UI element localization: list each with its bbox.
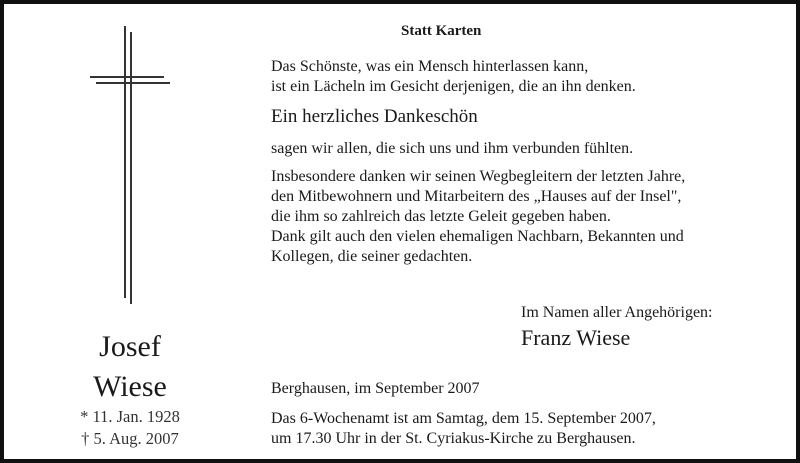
notice-heading: Statt Karten [401,23,482,39]
service-line-1: Das 6-Wochenamt ist am Samtag, dem 15. September 2007, [271,410,656,427]
thanks-line: sagen wir allen, die sich uns und ihm verbunden fühlten. [271,140,634,157]
paragraph-line-1: Insbesondere danken wir seinen Wegbegleitern der letzten Jahre, [271,168,686,185]
paragraph-line-5: Kollegen, die seiner gedachten. [271,248,473,265]
deceased-last-name: Wiese [93,370,167,403]
death-date: † 5. Aug. 2007 [81,429,179,448]
thanks-title: Ein herzliches Dankeschön [271,106,478,127]
paragraph-line-3: die ihm so zahlreich das letzte Geleit gegeben haben. [271,208,611,225]
service-line-2: um 17.30 Uhr in der St. Cyriakus-Kirche zu Berghausen. [271,430,636,447]
deceased-first-name: Josef [99,330,161,363]
birth-date: * 11. Jan. 1928 [80,407,180,426]
paragraph-line-2: den Mitbewohnern und Mitarbeitern des „Hauses auf der Insel", [271,188,682,205]
place-date: Berghausen, im September 2007 [271,380,480,397]
quote-line-2: ist ein Lächeln im Gesicht derjenigen, die an ihn denken. [271,78,636,95]
signer-name: Franz Wiese [521,325,631,350]
on-behalf-label: Im Namen aller Angehörigen: [521,304,713,321]
quote-line-1: Das Schönste, was ein Mensch hinterlassen kann, [271,58,589,75]
paragraph-line-4: Dank gilt auch den vielen ehemaligen Nachbarn, Bekannten und [271,228,684,245]
